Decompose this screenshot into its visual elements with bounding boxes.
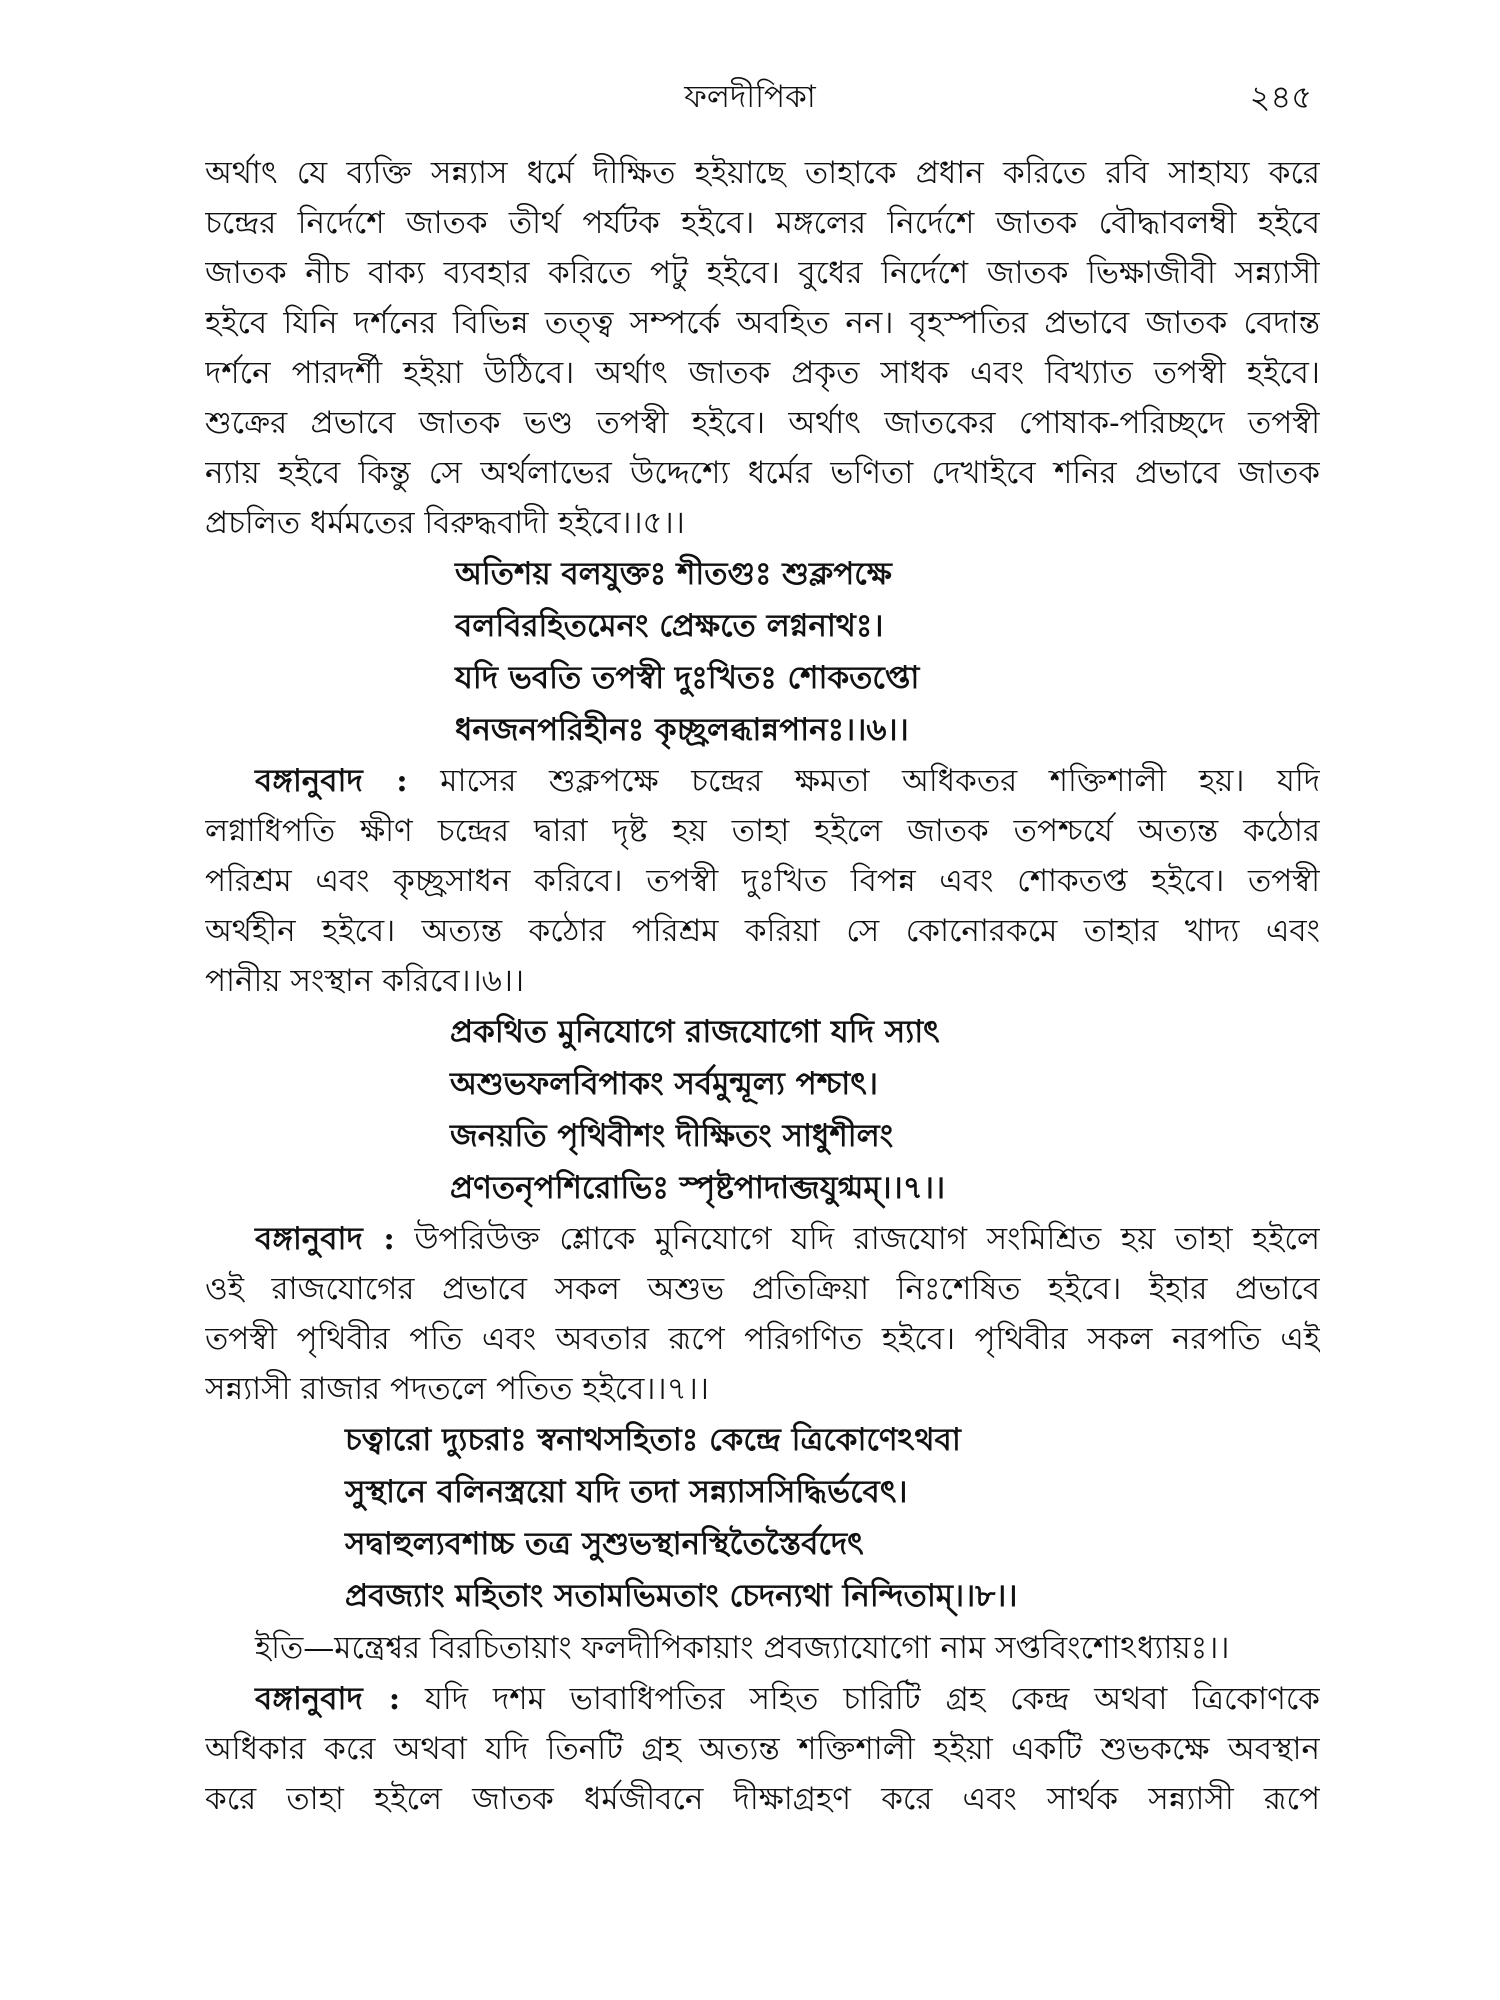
verse-line: অশুভফলবিপাকং সর্বমুন্মূল্য পশ্চাৎ। <box>450 1066 878 1102</box>
translation-text: উপরিউক্ত শ্লোকে মুনিযোগে যদি রাজযোগ সংমিশ্রিত হয় তাহা হইলে <box>394 1221 1320 1257</box>
text-line: ন্যায় হইবে কিন্তু সে অর্থলাভের উদ্দেশ্যে ধর্মের ভণিতা দেখাইবে শনির প্রভাবে জাতক <box>205 455 1320 491</box>
text-line: লগ্নাধিপতি ক্ষীণ চন্দ্রের দ্বারা দৃষ্ট হয় তাহা হইলে জাতক তপশ্চর্যে অত্যন্ত কঠোর <box>205 813 1320 849</box>
text-line: করে তাহা হইলে জাতক ধর্মজীবনে দীক্ষাগ্রহণ করে এবং সার্থক সন্ন্যাসী রূপে <box>205 1781 1320 1817</box>
sanskrit-verse-6 <box>205 548 1320 756</box>
chapter-colophon: ইতি—মন্ত্রেশ্বর বিরচিতায়াং ফলদীপিকায়াং প্রবজ্যাযোগো নাম সপ্তবিংশোঽধ্যায়ঃ।। <box>255 1630 1230 1666</box>
text-line <box>205 1674 1320 1724</box>
verse-line: প্রকথিত মুনিযোগে রাজযোগো যদি স্যাৎ <box>450 1014 940 1050</box>
text-line: শুক্রের প্রভাবে জাতক ভণ্ড তপস্বী হইবে। অর্থাৎ জাতকের পোষাক-পরিচ্ছদে তপস্বী <box>205 405 1320 441</box>
verse-line: সদ্বাহুল্যবশাচ্চ তত্র সুশুভস্থানস্থিতৈস্তৈর্বদেৎ <box>345 1526 864 1562</box>
verse-line: প্রবজ্যাং মহিতাং সতামভিমতাং চেদন্যথা নিন্দিতাম্।।৮।। <box>345 1578 1018 1614</box>
verse-line: জনয়তি পৃথিবীশং দীক্ষিতং সাধুশীলং <box>450 1118 894 1154</box>
translation-label: বঙ্গানুবাদ : <box>255 763 408 799</box>
running-title: ফলদীপিকা <box>684 79 816 115</box>
sanskrit-verse-7 <box>205 1006 1320 1214</box>
text-line: পানীয় সংস্থান করিবে।।৬।। <box>205 963 525 999</box>
translation-verse-8 <box>205 1674 1320 1824</box>
verse-line: বলবিরহিতমেনং প্রেক্ষতে লগ্ননাথঃ। <box>455 608 884 644</box>
translation-label: বঙ্গানুবাদ : <box>255 1221 395 1257</box>
text-line: প্রচলিত ধর্মমতের বিরুদ্ধবাদী হইবে।।৫।। <box>205 505 685 541</box>
verse-line: চত্বারো দ্যুচরাঃ স্বনাথসহিতাঃ কেন্দ্রে ত্রিকোণেঽথবা <box>345 1422 961 1458</box>
text-line: অর্থাৎ যে ব্যক্তি সন্ন্যাস ধর্মে দীক্ষিত হইয়াছে তাহাকে প্রধান করিতে রবি সাহায্য করে <box>205 155 1320 191</box>
sanskrit-verse-8 <box>205 1414 1320 1622</box>
text-line: তপস্বী পৃথিবীর পতি এবং অবতার রূপে পরিগণিত হইবে। পৃথিবীর সকল নরপতি এই <box>205 1321 1320 1357</box>
page-header <box>0 72 1500 122</box>
text-line: সন্ন্যাসী রাজার পদতলে পতিত হইবে।।৭।। <box>205 1371 709 1407</box>
verse-line: প্রণতনৃপশিরোভিঃ স্পৃষ্টপাদাব্জযুগ্মম্।।৭।। <box>450 1170 946 1206</box>
page-number: ২৪৫ <box>1249 78 1312 116</box>
translation-verse-7 <box>205 1214 1320 1414</box>
text-line: অধিকার করে অথবা যদি তিনটি গ্রহ অত্যন্ত শক্তিশালী হইয়া একটি শুভকক্ষে অবস্থান <box>205 1731 1320 1767</box>
text-line: হইবে যিনি দর্শনের বিভিন্ন তত্ত্ব সম্পর্কে অবহিত নন। বৃহস্পতির প্রভাবে জাতক বেদান্ত <box>205 305 1320 341</box>
translation-label: বঙ্গানুবাদ : <box>255 1681 401 1717</box>
translation-text: যদি দশম ভাবাধিপতির সহিত চারিটি গ্রহ কেন্দ্র অথবা ত্রিকোণকে <box>400 1681 1320 1717</box>
verse-line: সুস্থানে বলিনস্ত্রয়ো যদি তদা সন্ন্যাসসিদ্ধির্ভবেৎ। <box>345 1474 908 1510</box>
translation-verse-6 <box>205 756 1320 1006</box>
text-line: পরিশ্রম এবং কৃচ্ছ্রসাধন করিবে। তপস্বী দুঃখিত বিপন্ন এবং শোকতপ্ত হইবে। তপস্বী <box>205 863 1320 899</box>
page-body <box>205 148 1320 1824</box>
text-line: দর্শনে পারদর্শী হইয়া উঠিবে। অর্থাৎ জাতক প্রকৃত সাধক এবং বিখ্যাত তপস্বী হইবে। <box>205 355 1320 391</box>
translation-text: মাসের শুক্লপক্ষে চন্দ্রের ক্ষমতা অধিকতর শক্তিশালী হয়। যদি <box>407 763 1320 799</box>
paragraph-verse-5-commentary <box>205 148 1320 548</box>
text-line: ওই রাজযোগের প্রভাবে সকল অশুভ প্রতিক্রিয়া নিঃশেষিত হইবে। ইহার প্রভাবে <box>205 1271 1320 1307</box>
text-line: চন্দ্রের নির্দেশে জাতক তীর্থ পর্যটক হইবে। মঙ্গলের নির্দেশে জাতক বৌদ্ধাবলম্বী হইবে <box>205 205 1320 241</box>
text-line: অর্থহীন হইবে। অত্যন্ত কঠোর পরিশ্রম করিয়া সে কোনোরকমে তাহার খাদ্য এবং <box>205 913 1320 949</box>
verse-line: ধনজনপরিহীনঃ কৃচ্ছ্রলব্ধান্নপানঃ।।৬।। <box>455 712 909 748</box>
verse-line: অতিশয় বলযুক্তঃ শীতগুঃ শুক্লপক্ষে <box>455 556 892 592</box>
text-line <box>205 1214 1320 1264</box>
text-line <box>205 756 1320 806</box>
text-line: জাতক নীচ বাক্য ব্যবহার করিতে পটু হইবে। বুধের নির্দেশে জাতক ভিক্ষাজীবী সন্ন্যাসী <box>205 255 1320 291</box>
verse-line: যদি ভবতি তপস্বী দুঃখিতঃ শোকতপ্তো <box>455 660 920 696</box>
